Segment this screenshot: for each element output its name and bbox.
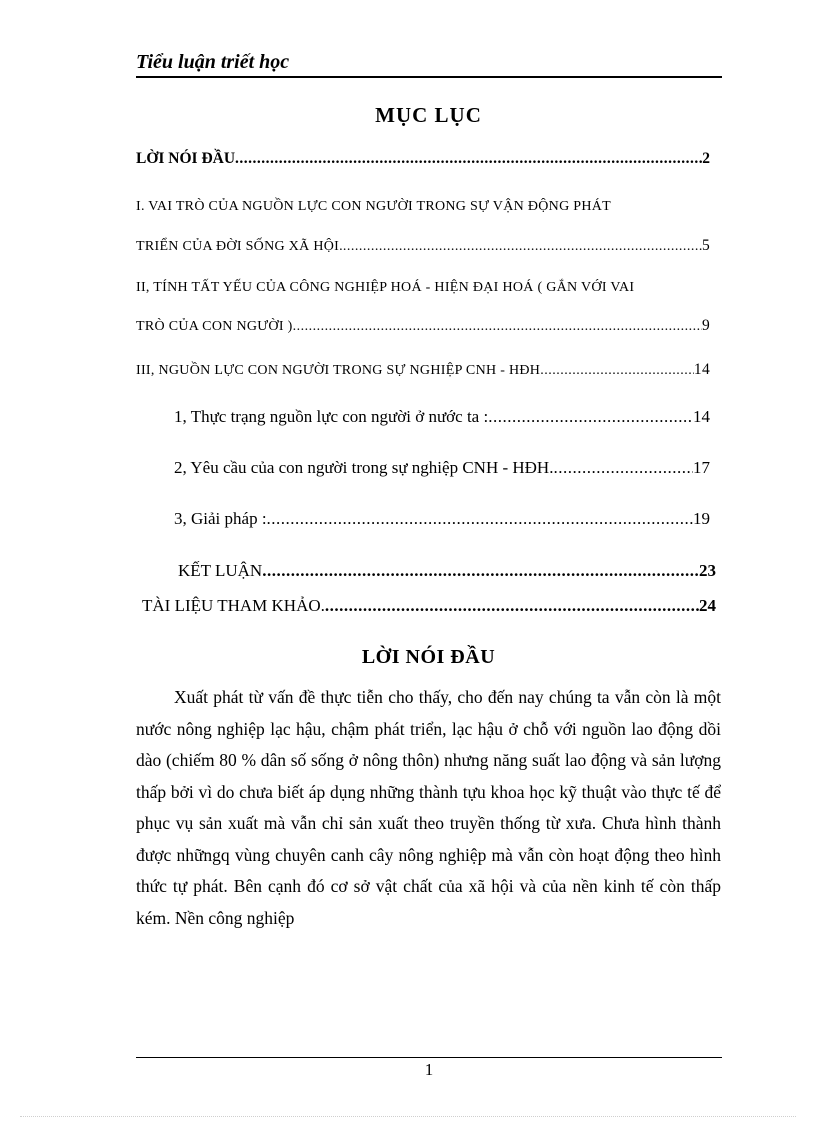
toc-title: MỤC LỤC [375,103,482,127]
toc-entry-yeu-cau[interactable] [174,458,710,478]
toc-page-number: 23 [699,561,716,580]
toc-entry-label: TRÒ CỦA CON NGƯỜI ) [136,319,293,334]
toc-page-number: 2 [702,150,710,167]
toc-entry-label: TÀI LIỆU THAM KHẢO. [142,596,325,615]
toc-leader [262,561,699,581]
toc-entry-label: III, NGUỒN LỰC CON NGƯỜI TRONG SỰ NGHIỆP CNH - HĐH [136,363,541,378]
page-number: 1 [424,1060,434,1079]
toc-leader [343,239,702,255]
toc-leader [488,407,693,427]
toc-entry-tinh-tat-yeu[interactable] [136,317,710,335]
toc-page-number: 14 [693,361,710,378]
toc-entry-label: 1, Thực trạng nguồn lực con người ở nước ta : [174,407,489,426]
toc-entry-label: 2, Yêu cầu của con người trong sự nghiệp CNH - HĐH. [174,458,554,477]
toc-entry-giai-phap[interactable] [174,509,710,529]
toc-entry-label: I. VAI TRÒ CỦA NGUỒN LỰC CON NGƯỜI TRONG SỰ VẬN ĐỘNG PHÁT [136,199,612,214]
body-paragraph: Xuất phát từ vấn đề thực tiễn cho thấy, cho đến nay chúng ta vẫn còn là một nước nông nghiệp lạc hậu, chậm phát triển, lạc hậu ở chỗ với nguồn lao động dồi dào (chiếm 80 % dân số sống ở nông thôn) nhưng năng suất lao động và sản lượng thấp bởi vì do chưa biết áp dụng những thành tựu khoa học kỹ thuật vào thực tế để phục vụ sản xuất mà vẫn chỉ sản xuất theo truyền thống từ xưa. Chưa hình thành được nhữngq vùng chuyên canh cây nông nghiệp mà vẫn còn hoạt động theo hình thức tự phát. Bên cạnh đó cơ sở vật chất của xã hội và của nền kinh tế còn thấp kém. Nền công nghiệp [136,687,721,928]
toc-entry-loi-noi-dau[interactable] [136,150,710,168]
toc-entry-label: TRIỂN CỦA ĐỜI SỐNG XÃ HỘI. [136,239,343,254]
toc-entry-label: II, TÍNH TẤT YẾU CỦA CÔNG NGHIỆP HOÁ - HIỆN ĐẠI HOÁ ( GẮN VỚI VAI [136,280,635,295]
footer-rule [136,1057,722,1058]
page-edge-divider [20,1116,796,1118]
toc-page-number: 14 [693,407,710,426]
toc-entry-thuc-trang[interactable] [174,407,710,427]
toc-leader [540,363,694,379]
toc-page-number: 19 [693,509,710,528]
toc-leader [267,509,693,529]
toc-entry-vai-tro[interactable] [136,237,710,255]
header-rule [136,76,722,78]
section-title: LỜI NÓI ĐẦU [361,646,496,668]
toc-entry-label: KẾT LUẬN [178,561,263,580]
toc-page-number: 5 [701,237,710,254]
toc-page-number: 17 [693,458,710,477]
toc-entry-label: 3, Giải pháp : [174,509,267,528]
toc-entry-tai-lieu[interactable] [142,596,716,616]
toc-page-number: 9 [701,317,710,334]
toc-entry-label: LỜI NÓI ĐẦU [136,150,236,167]
toc-entry-ket-luan[interactable] [178,561,716,581]
running-header: Tiểu luận triết học [136,51,290,73]
toc-page-number: 24 [699,596,716,615]
toc-entry-nguon-luc[interactable] [136,361,710,379]
toc-leader [553,458,693,478]
toc-leader [235,150,702,168]
toc-leader [293,319,702,335]
toc-leader [325,596,699,616]
